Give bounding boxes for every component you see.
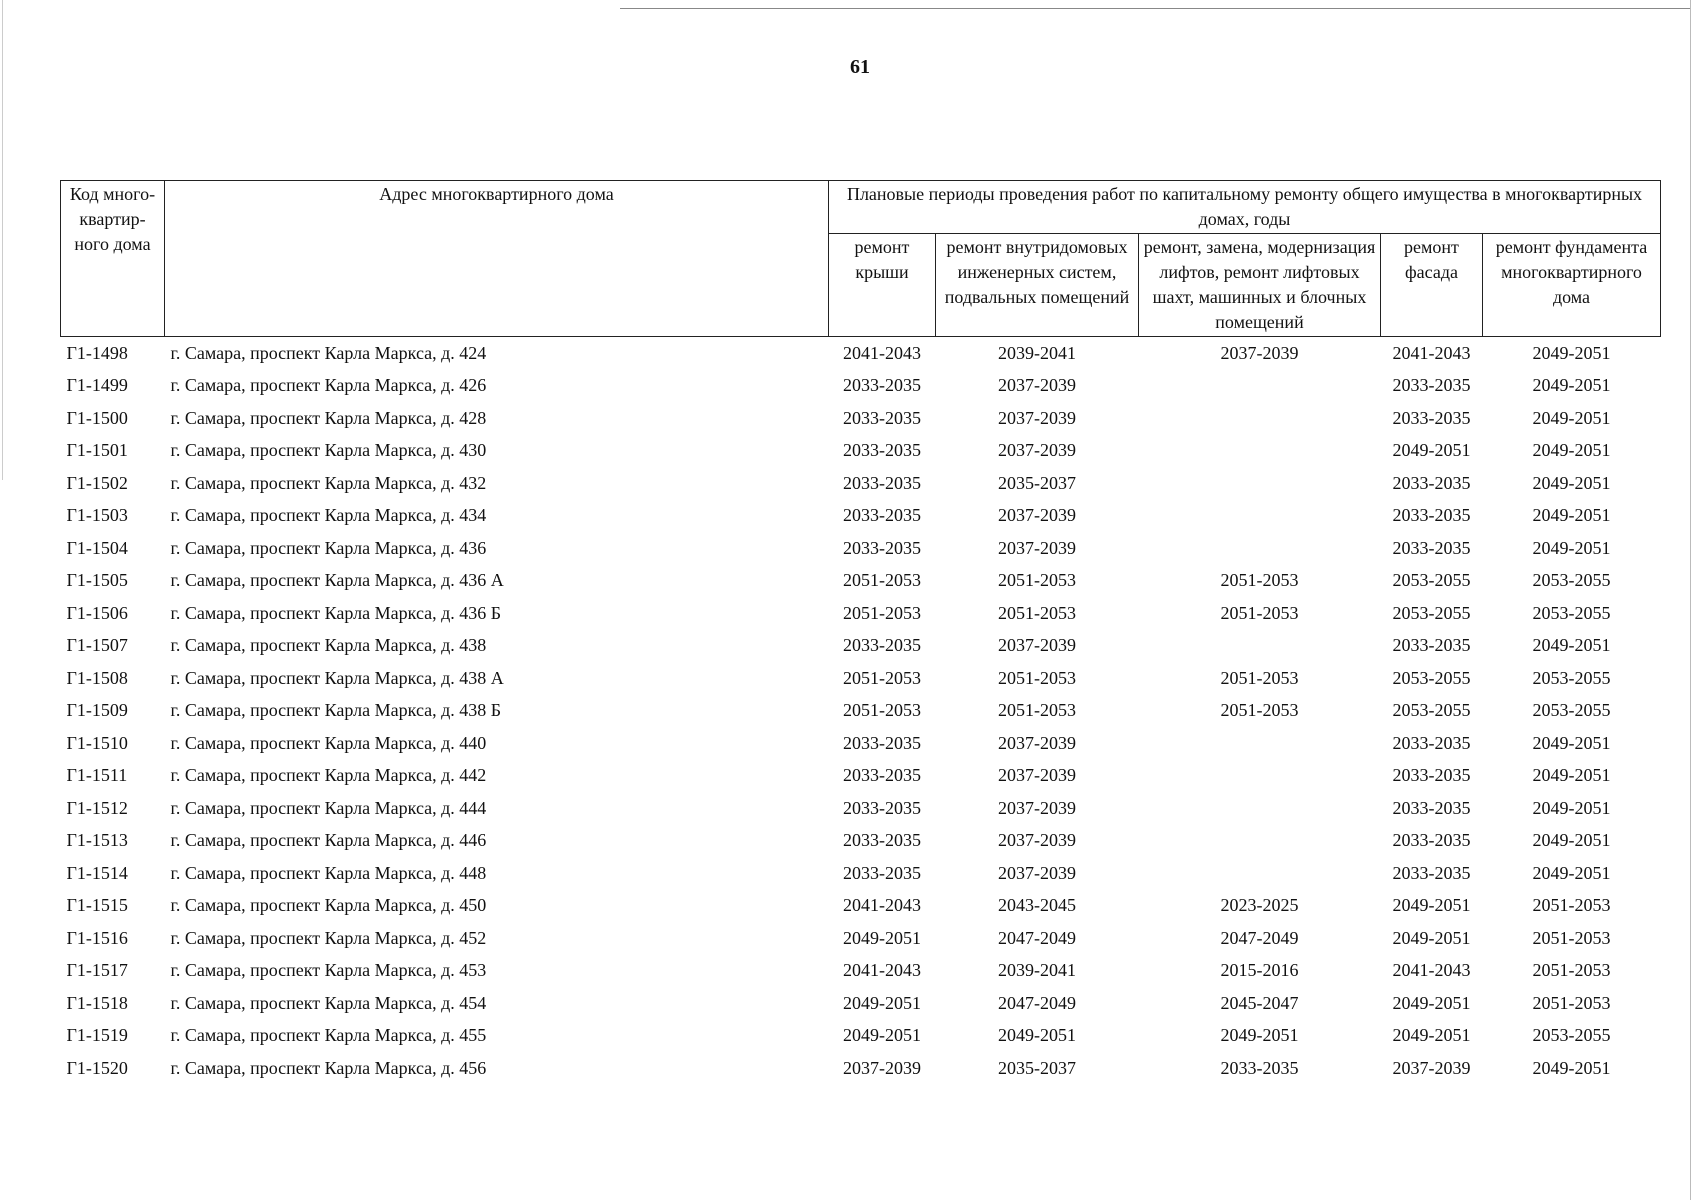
cell-elevators bbox=[1139, 760, 1381, 793]
cell-elevators bbox=[1139, 857, 1381, 890]
cell-address: г. Самара, проспект Карла Маркса, д. 452 bbox=[170, 927, 487, 948]
cell-roof: 2033-2035 bbox=[843, 440, 921, 461]
cell-roof: 2033-2035 bbox=[843, 830, 921, 851]
cell-engineering: 2051-2053 bbox=[998, 700, 1076, 721]
cell-facade: 2041-2043 bbox=[1392, 342, 1471, 363]
header-code: Код много-квартир-ного дома bbox=[61, 181, 165, 337]
cell-roof: 2041-2043 bbox=[843, 960, 921, 981]
cell-facade: 2033-2035 bbox=[1392, 635, 1471, 656]
table-row bbox=[61, 727, 1661, 760]
cell-roof: 2033-2035 bbox=[843, 407, 921, 428]
table-row bbox=[61, 922, 1661, 955]
header-foundation: ремонт фундамента многоквартирного дома bbox=[1483, 234, 1661, 337]
cell-engineering: 2051-2053 bbox=[998, 602, 1076, 623]
cell-address: г. Самара, проспект Карла Маркса, д. 438 А bbox=[170, 667, 504, 688]
cell-facade: 2033-2035 bbox=[1392, 732, 1471, 753]
cell-code: Г1-1515 bbox=[66, 895, 128, 916]
cell-address: г. Самара, проспект Карла Маркса, д. 450 bbox=[170, 895, 487, 916]
cell-elevators bbox=[1139, 792, 1381, 825]
cell-facade: 2033-2035 bbox=[1392, 765, 1471, 786]
cell-code: Г1-1508 bbox=[66, 667, 128, 688]
cell-address: г. Самара, проспект Карла Маркса, д. 446 bbox=[170, 830, 487, 851]
scan-edge-right bbox=[1690, 0, 1691, 1200]
cell-engineering: 2051-2053 bbox=[998, 570, 1076, 591]
cell-code: Г1-1500 bbox=[66, 407, 128, 428]
cell-address: г. Самара, проспект Карла Маркса, д. 424 bbox=[170, 342, 487, 363]
cell-facade: 2033-2035 bbox=[1392, 830, 1471, 851]
cell-facade: 2041-2043 bbox=[1392, 960, 1471, 981]
cell-facade: 2033-2035 bbox=[1392, 407, 1471, 428]
cell-roof: 2049-2051 bbox=[843, 992, 921, 1013]
table-row bbox=[61, 402, 1661, 435]
cell-facade: 2033-2035 bbox=[1392, 862, 1471, 883]
table-row bbox=[61, 467, 1661, 500]
table-row bbox=[61, 890, 1661, 923]
cell-code: Г1-1506 bbox=[66, 602, 128, 623]
header-address: Адрес многоквартирного дома bbox=[165, 181, 829, 337]
cell-elevators: 2045-2047 bbox=[1220, 992, 1299, 1013]
cell-elevators: 2015-2016 bbox=[1220, 960, 1299, 981]
cell-roof: 2033-2035 bbox=[843, 505, 921, 526]
cell-engineering: 2037-2039 bbox=[998, 635, 1076, 656]
cell-code: Г1-1517 bbox=[66, 960, 128, 981]
scan-edge-top bbox=[620, 8, 1690, 9]
cell-engineering: 2037-2039 bbox=[998, 505, 1076, 526]
cell-elevators bbox=[1139, 630, 1381, 663]
cell-elevators: 2047-2049 bbox=[1220, 927, 1299, 948]
cell-code: Г1-1498 bbox=[66, 342, 128, 363]
cell-address: г. Самара, проспект Карла Маркса, д. 455 bbox=[170, 1025, 487, 1046]
table-row bbox=[61, 337, 1661, 370]
cell-roof: 2049-2051 bbox=[843, 927, 921, 948]
repair-schedule-table bbox=[60, 180, 1661, 1085]
cell-foundation: 2053-2055 bbox=[1532, 1025, 1611, 1046]
cell-engineering: 2035-2037 bbox=[998, 1057, 1076, 1078]
cell-code: Г1-1504 bbox=[66, 537, 128, 558]
cell-foundation: 2049-2051 bbox=[1532, 862, 1611, 883]
cell-engineering: 2039-2041 bbox=[998, 342, 1076, 363]
cell-engineering: 2037-2039 bbox=[998, 862, 1076, 883]
cell-engineering: 2037-2039 bbox=[998, 765, 1076, 786]
cell-foundation: 2049-2051 bbox=[1532, 440, 1611, 461]
cell-engineering: 2051-2053 bbox=[998, 667, 1076, 688]
cell-foundation: 2053-2055 bbox=[1532, 602, 1611, 623]
cell-engineering: 2035-2037 bbox=[998, 472, 1076, 493]
cell-facade: 2049-2051 bbox=[1392, 1025, 1471, 1046]
cell-elevators: 2051-2053 bbox=[1220, 570, 1299, 591]
cell-roof: 2051-2053 bbox=[843, 602, 921, 623]
cell-roof: 2033-2035 bbox=[843, 472, 921, 493]
cell-foundation: 2049-2051 bbox=[1532, 375, 1611, 396]
cell-foundation: 2049-2051 bbox=[1532, 765, 1611, 786]
cell-elevators bbox=[1139, 467, 1381, 500]
cell-foundation: 2049-2051 bbox=[1532, 407, 1611, 428]
cell-roof: 2049-2051 bbox=[843, 1025, 921, 1046]
cell-foundation: 2049-2051 bbox=[1532, 732, 1611, 753]
cell-foundation: 2049-2051 bbox=[1532, 635, 1611, 656]
cell-engineering: 2043-2045 bbox=[998, 895, 1076, 916]
cell-engineering: 2037-2039 bbox=[998, 375, 1076, 396]
cell-address: г. Самара, проспект Карла Маркса, д. 434 bbox=[170, 505, 487, 526]
cell-elevators: 2023-2025 bbox=[1220, 895, 1299, 916]
cell-elevators bbox=[1139, 825, 1381, 858]
cell-engineering: 2039-2041 bbox=[998, 960, 1076, 981]
cell-address: г. Самара, проспект Карла Маркса, д. 454 bbox=[170, 992, 487, 1013]
cell-foundation: 2051-2053 bbox=[1532, 895, 1611, 916]
table-row bbox=[61, 1020, 1661, 1053]
cell-code: Г1-1499 bbox=[66, 375, 128, 396]
cell-elevators bbox=[1139, 727, 1381, 760]
cell-elevators bbox=[1139, 370, 1381, 403]
cell-facade: 2033-2035 bbox=[1392, 797, 1471, 818]
cell-address: г. Самара, проспект Карла Маркса, д. 430 bbox=[170, 440, 487, 461]
table-row bbox=[61, 760, 1661, 793]
table-row bbox=[61, 987, 1661, 1020]
cell-facade: 2049-2051 bbox=[1392, 992, 1471, 1013]
cell-elevators bbox=[1139, 500, 1381, 533]
cell-facade: 2037-2039 bbox=[1392, 1057, 1471, 1078]
cell-code: Г1-1511 bbox=[66, 765, 128, 786]
cell-roof: 2033-2035 bbox=[843, 375, 921, 396]
cell-foundation: 2049-2051 bbox=[1532, 537, 1611, 558]
table-row bbox=[61, 370, 1661, 403]
table-row bbox=[61, 597, 1661, 630]
cell-elevators bbox=[1139, 532, 1381, 565]
cell-foundation: 2051-2053 bbox=[1532, 927, 1611, 948]
cell-code: Г1-1505 bbox=[66, 570, 128, 591]
cell-facade: 2033-2035 bbox=[1392, 375, 1471, 396]
cell-roof: 2041-2043 bbox=[843, 895, 921, 916]
cell-facade: 2033-2035 bbox=[1392, 537, 1471, 558]
cell-foundation: 2053-2055 bbox=[1532, 700, 1611, 721]
cell-address: г. Самара, проспект Карла Маркса, д. 438 bbox=[170, 635, 487, 656]
cell-code: Г1-1503 bbox=[66, 505, 128, 526]
cell-address: г. Самара, проспект Карла Маркса, д. 436 А bbox=[170, 570, 504, 591]
cell-elevators: 2049-2051 bbox=[1220, 1025, 1299, 1046]
cell-address: г. Самара, проспект Карла Маркса, д. 448 bbox=[170, 862, 487, 883]
cell-roof: 2051-2053 bbox=[843, 667, 921, 688]
cell-foundation: 2051-2053 bbox=[1532, 992, 1611, 1013]
cell-code: Г1-1501 bbox=[66, 440, 128, 461]
table-row bbox=[61, 792, 1661, 825]
page-number: 61 bbox=[850, 56, 870, 78]
cell-foundation: 2049-2051 bbox=[1532, 505, 1611, 526]
cell-elevators: 2033-2035 bbox=[1220, 1057, 1299, 1078]
table-row bbox=[61, 662, 1661, 695]
cell-facade: 2049-2051 bbox=[1392, 895, 1471, 916]
cell-foundation: 2049-2051 bbox=[1532, 472, 1611, 493]
cell-facade: 2053-2055 bbox=[1392, 700, 1471, 721]
cell-address: г. Самара, проспект Карла Маркса, д. 432 bbox=[170, 472, 487, 493]
table-row bbox=[61, 1052, 1661, 1085]
cell-engineering: 2037-2039 bbox=[998, 440, 1076, 461]
cell-engineering: 2037-2039 bbox=[998, 407, 1076, 428]
table-row bbox=[61, 825, 1661, 858]
table-row bbox=[61, 695, 1661, 728]
cell-roof: 2051-2053 bbox=[843, 570, 921, 591]
cell-elevators bbox=[1139, 435, 1381, 468]
cell-facade: 2033-2035 bbox=[1392, 505, 1471, 526]
cell-address: г. Самара, проспект Карла Маркса, д. 426 bbox=[170, 375, 487, 396]
cell-foundation: 2049-2051 bbox=[1532, 830, 1611, 851]
cell-code: Г1-1514 bbox=[66, 862, 128, 883]
cell-code: Г1-1518 bbox=[66, 992, 128, 1013]
cell-engineering: 2047-2049 bbox=[998, 992, 1076, 1013]
cell-facade: 2049-2051 bbox=[1392, 927, 1471, 948]
cell-code: Г1-1513 bbox=[66, 830, 128, 851]
table-row bbox=[61, 565, 1661, 598]
table-row bbox=[61, 500, 1661, 533]
cell-code: Г1-1516 bbox=[66, 927, 128, 948]
cell-elevators: 2051-2053 bbox=[1220, 667, 1299, 688]
cell-address: г. Самара, проспект Карла Маркса, д. 444 bbox=[170, 797, 487, 818]
cell-code: Г1-1512 bbox=[66, 797, 128, 818]
cell-facade: 2049-2051 bbox=[1392, 440, 1471, 461]
cell-roof: 2033-2035 bbox=[843, 732, 921, 753]
cell-code: Г1-1520 bbox=[66, 1057, 128, 1078]
cell-code: Г1-1502 bbox=[66, 472, 128, 493]
header-periods-group: Плановые периоды проведения работ по капитальному ремонту общего имущества в многоквартирных домах, годы bbox=[829, 181, 1661, 234]
cell-code: Г1-1507 bbox=[66, 635, 128, 656]
cell-foundation: 2053-2055 bbox=[1532, 570, 1611, 591]
cell-elevators: 2037-2039 bbox=[1220, 342, 1299, 363]
table-row bbox=[61, 955, 1661, 988]
table-header bbox=[61, 181, 1661, 337]
cell-address: г. Самара, проспект Карла Маркса, д. 428 bbox=[170, 407, 487, 428]
cell-engineering: 2037-2039 bbox=[998, 732, 1076, 753]
cell-roof: 2033-2035 bbox=[843, 862, 921, 883]
cell-foundation: 2051-2053 bbox=[1532, 960, 1611, 981]
cell-address: г. Самара, проспект Карла Маркса, д. 438 Б bbox=[170, 700, 502, 721]
cell-address: г. Самара, проспект Карла Маркса, д. 436 Б bbox=[170, 602, 502, 623]
cell-roof: 2033-2035 bbox=[843, 797, 921, 818]
cell-address: г. Самара, проспект Карла Маркса, д. 440 bbox=[170, 732, 487, 753]
cell-address: г. Самара, проспект Карла Маркса, д. 436 bbox=[170, 537, 487, 558]
table-row bbox=[61, 630, 1661, 663]
cell-roof: 2033-2035 bbox=[843, 537, 921, 558]
cell-code: Г1-1519 bbox=[66, 1025, 128, 1046]
cell-engineering: 2047-2049 bbox=[998, 927, 1076, 948]
cell-roof: 2051-2053 bbox=[843, 700, 921, 721]
cell-roof: 2041-2043 bbox=[843, 342, 921, 363]
cell-engineering: 2037-2039 bbox=[998, 830, 1076, 851]
cell-address: г. Самара, проспект Карла Маркса, д. 453 bbox=[170, 960, 487, 981]
cell-code: Г1-1509 bbox=[66, 700, 128, 721]
table-body bbox=[61, 337, 1661, 1085]
table-row bbox=[61, 532, 1661, 565]
cell-foundation: 2049-2051 bbox=[1532, 1057, 1611, 1078]
cell-engineering: 2037-2039 bbox=[998, 537, 1076, 558]
header-engineering: ремонт внутридомовых инженерных систем, подвальных помещений bbox=[936, 234, 1139, 337]
cell-code: Г1-1510 bbox=[66, 732, 128, 753]
cell-elevators: 2051-2053 bbox=[1220, 602, 1299, 623]
table-row bbox=[61, 435, 1661, 468]
cell-facade: 2053-2055 bbox=[1392, 667, 1471, 688]
cell-facade: 2053-2055 bbox=[1392, 570, 1471, 591]
cell-foundation: 2049-2051 bbox=[1532, 797, 1611, 818]
cell-engineering: 2049-2051 bbox=[998, 1025, 1076, 1046]
cell-roof: 2037-2039 bbox=[843, 1057, 921, 1078]
cell-address: г. Самара, проспект Карла Маркса, д. 442 bbox=[170, 765, 487, 786]
cell-facade: 2053-2055 bbox=[1392, 602, 1471, 623]
cell-roof: 2033-2035 bbox=[843, 765, 921, 786]
cell-foundation: 2049-2051 bbox=[1532, 342, 1611, 363]
cell-address: г. Самара, проспект Карла Маркса, д. 456 bbox=[170, 1057, 487, 1078]
cell-facade: 2033-2035 bbox=[1392, 472, 1471, 493]
header-facade: ремонт фасада bbox=[1381, 234, 1483, 337]
cell-engineering: 2037-2039 bbox=[998, 797, 1076, 818]
table-row bbox=[61, 857, 1661, 890]
header-elevators: ремонт, замена, модернизация лифтов, ремонт лифтовых шахт, машинных и блочных помещений bbox=[1139, 234, 1381, 337]
cell-roof: 2033-2035 bbox=[843, 635, 921, 656]
header-roof: ремонт крыши bbox=[829, 234, 936, 337]
cell-elevators: 2051-2053 bbox=[1220, 700, 1299, 721]
cell-elevators bbox=[1139, 402, 1381, 435]
cell-foundation: 2053-2055 bbox=[1532, 667, 1611, 688]
